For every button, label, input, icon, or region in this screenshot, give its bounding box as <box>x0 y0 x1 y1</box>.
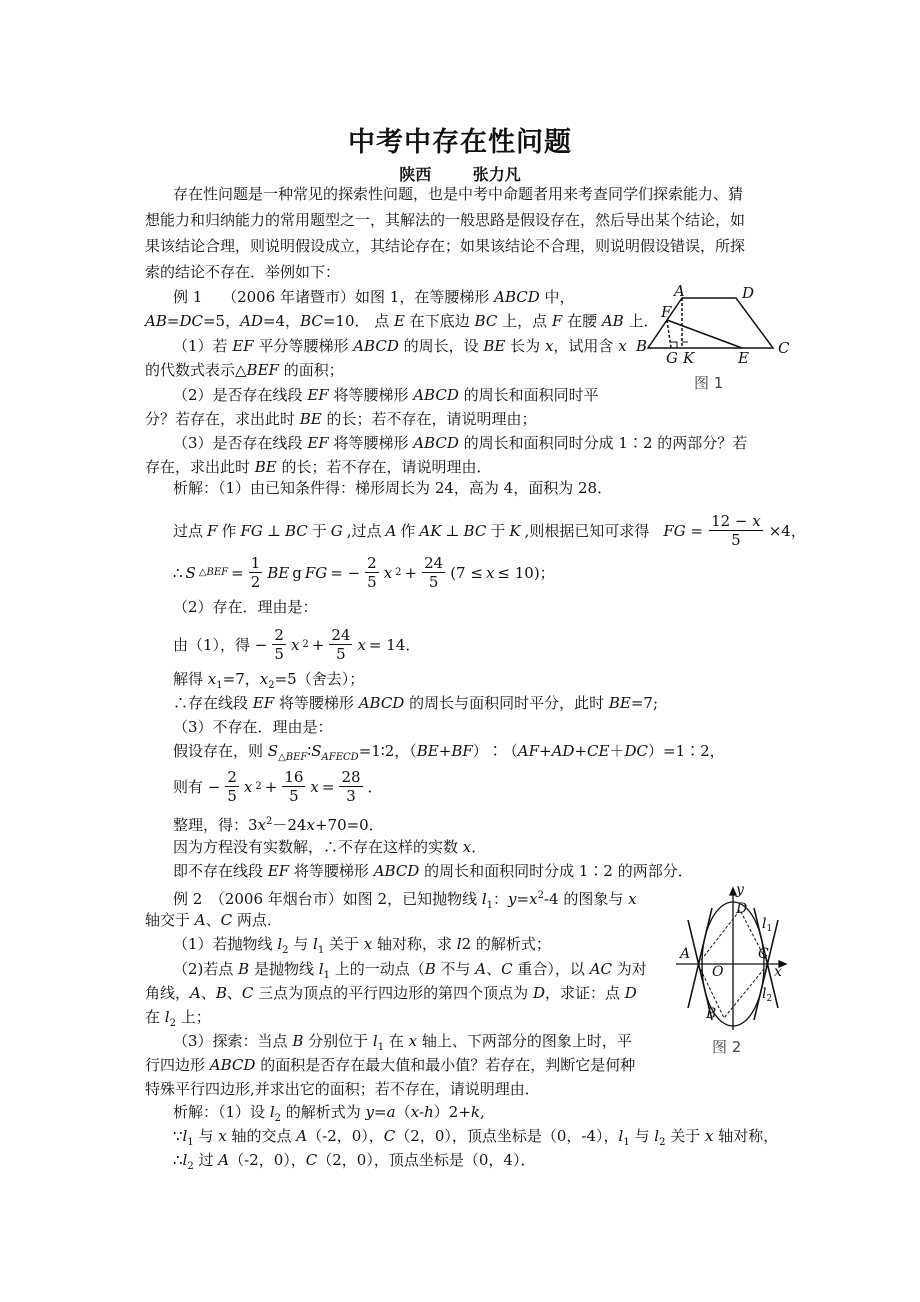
parabola-l2-left-arm <box>688 908 712 1008</box>
intro-line-4: 索的结论不存在．举例如下： <box>145 263 341 281</box>
analysis2-line-2: $\because l_1$ 与 x 轴的交点 A（-2，0），C（2，0），顶点坐标是（0，-4），$l_1$ 与 $l_2$ 关于 x 轴对称， <box>173 1127 779 1148</box>
example2-line-3: （1）若抛物线 $l_2$ 与 $l_1$ 关于 x 轴对称，求 l2 的解析式； <box>173 935 551 956</box>
analysis1-line-9: 假设存在，则 $S_{\triangle BEF}∶S_{AFECD}=1∶2$，（BE+BF）∶（AF+AD+CE＋DC）=1∶2， <box>173 742 725 763</box>
label-l2: $l_2$ <box>762 986 773 1004</box>
analysis1-line-10: 则有 − $\frac{2}{5}$ x 2 + $\frac{16}{5}$ x = $\frac{28}{3}$ ． <box>173 768 383 805</box>
label-d2: D <box>736 901 748 917</box>
author-region: 陕西 <box>399 165 432 184</box>
analysis1-line-6: 解得 $x_1=7$，$x_2=5$（舍去）； <box>173 670 365 691</box>
label-c: C <box>778 339 790 357</box>
intro-line-3: 果该结论合理，则说明假设成立，其结论存在；如果该结论不合理，则说明假设错误，所探 <box>145 237 746 255</box>
analysis1-line-12: 因为方程没有实数解，∴不存在这样的实数 x． <box>173 838 487 856</box>
example1-line-1: 例 1 （2006 年诸暨市）如图 1，在等腰梯形 ABCD 中， <box>173 288 575 306</box>
example1-line-2: AB=DC=5，AD=4，BC=10． 点 E 在下底边 BC 上，点 F 在腰 AB 上． <box>145 312 659 330</box>
example2-line-8: 行四边形 ABCD 的面积是否存在最大值和最小值？若存在，判断它是何种 <box>145 1056 636 1074</box>
label-e: E <box>738 349 749 367</box>
analysis1-line-4: （2）存在．理由是： <box>173 598 318 616</box>
analysis1-line-13: 即不存在线段 EF 将等腰梯形 ABCD 的周长和面积同时分成 1∶2 的两部分． <box>173 862 693 880</box>
author-line <box>0 162 920 185</box>
label-k: K <box>683 349 695 367</box>
example1-line-4: 的代数式表示△BEF 的面积； <box>145 361 344 379</box>
example1-line-5: （2）是否存在线段 EF 将等腰梯形 ABCD 的周长和面积同时平 <box>173 386 599 404</box>
analysis2-line-3: $\therefore l_2$ 过 A（-2，0），C（2，0），顶点坐标是（0，4）． <box>173 1151 536 1172</box>
example2-line-9: 特殊平行四边形,并求出它的面积；若不存在，请说明理由． <box>145 1080 540 1098</box>
figure-1-trapezoid <box>628 285 798 395</box>
analysis1-line-5: 由（1），得 − $\frac{2}{5}$ x 2 + $\frac{24}{5}$ x = 14． <box>173 626 421 663</box>
example1-line-8: 存在，求出此时 BE 的长；若不存在，请说明理由． <box>145 458 492 476</box>
intro-line-2: 想能力和归纳能力的常用题型之一，其解法的一般思路是假设存在，然后导出某个结论，如 <box>145 211 746 229</box>
segment-ef <box>667 320 742 348</box>
parabola-l1-left-arm <box>688 920 712 1020</box>
example1-line-3: （1）若 EF 平分等腰梯形 ABCD 的周长，设 BE 长为 x，试用含 x <box>173 337 627 355</box>
label-g: G <box>666 349 678 367</box>
analysis1-line-2: 过点 F 作 FG ⊥ BC 于 G ,过点 A 作 AK ⊥ BC 于 K ,则根据已知可求得 FG = $\frac{12 - x}{5}$ ×4， <box>173 512 806 549</box>
example2-line-6: 在 $l_2$ 上； <box>145 1008 211 1029</box>
author-name: 张力凡 <box>472 165 521 184</box>
label-o: O <box>712 964 724 980</box>
label-f: F <box>661 303 672 321</box>
label-x: x <box>774 964 782 980</box>
example2-line-1: 例 2 （2006 年烟台市）如图 2，已知抛物线 $l_1$：$y=x^2-4$ 的图象与 x <box>173 890 637 911</box>
analysis1-line-1: 析解：（1）由已知条件得：梯形周长为 24，高为 4，面积为 28． <box>173 479 613 497</box>
example2-line-5: 角线，A、B、C 三点为顶点的平行四边形的第四个顶点为 D，求证：点 D <box>145 984 637 1002</box>
label-l1: $l_1$ <box>762 916 773 934</box>
example1-line-7: （3）是否存在线段 EF 将等腰梯形 ABCD 的周长和面积同时分成 1∶2 的两部分？若 <box>173 434 748 452</box>
example2-line-2: 轴交于 A、C 两点． <box>145 911 282 929</box>
right-angle-g <box>671 342 677 348</box>
analysis1-line-11: 整理，得：$3x^2-24x+70=0$． <box>173 816 384 834</box>
example2-line-7: （3）探索：当点 B 分别位于 $l_1$ 在 x 轴上、下两部分的图象上时，平 <box>173 1032 632 1053</box>
figure-2-parabolas <box>668 880 798 1060</box>
example2-line-4: （2)若点 B 是抛物线 $l_1$ 上的一动点（B 不与 A、C 重合），以 AC 为对 <box>173 960 647 981</box>
figure-2-caption: 图 2 <box>712 1038 742 1056</box>
label-y: y <box>736 882 744 898</box>
example1-line-6: 分？若存在，求出此时 BE 的长；若不存在，请说明理由； <box>145 410 537 428</box>
label-c2: C <box>758 946 769 962</box>
analysis1-line-3: ∴ S △BEF = $\frac{1}{2}$ BE g FG = − $\frac{2}{5}$ x 2 + $\frac{24}{5}$ (7 ≤ x ≤ 10)； <box>173 554 555 591</box>
label-a2: A <box>680 946 691 962</box>
figure-1-caption: 图 1 <box>694 374 724 392</box>
analysis1-line-7: ∴存在线段 EF 将等腰梯形 ABCD 的周长与面积同时平分，此时 BE=7; <box>173 694 659 712</box>
analysis2-line-1: 析解：（1）设 $l_2$ 的解析式为 y=a（x-h）2+k, <box>173 1103 485 1124</box>
page-title: 中考中存在性问题 <box>348 127 572 158</box>
label-d: D <box>742 285 755 302</box>
intro-line-1: 存在性问题是一种常见的探索性问题，也是中考中命题者用来考查同学们探索能力、猜 <box>173 185 744 203</box>
segment-fg <box>667 320 671 348</box>
analysis1-line-8: （3）不存在．理由是： <box>173 718 333 736</box>
label-b2: B <box>706 1006 717 1022</box>
label-b: B <box>636 337 648 355</box>
label-a: A <box>674 285 685 300</box>
